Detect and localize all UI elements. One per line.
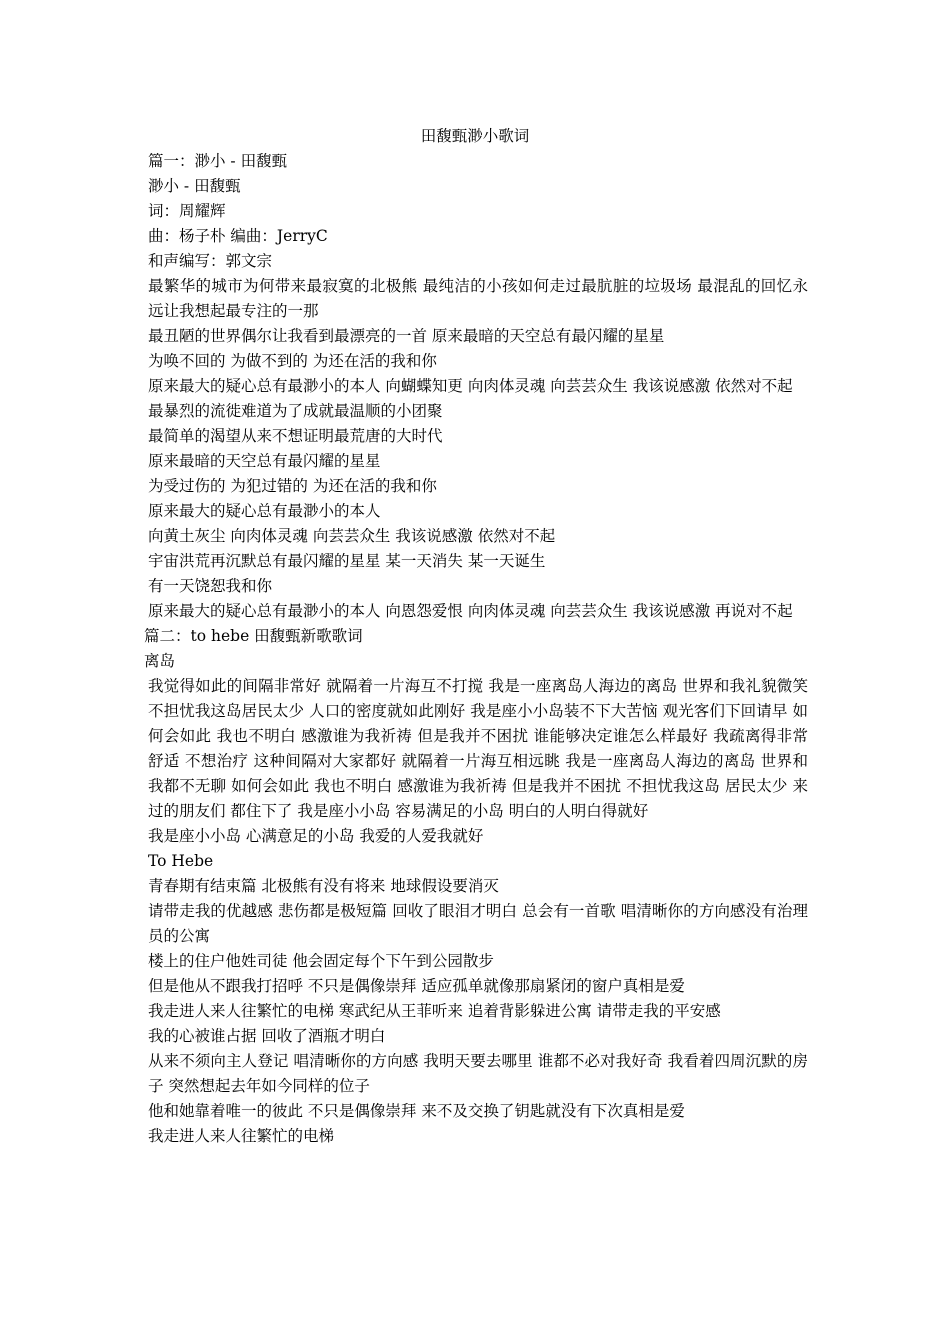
document-title: 田馥甄渺小歌词 — [420, 127, 530, 145]
lyric-line: 我的心被谁占据 回收了酒瓶才明白 — [148, 1027, 386, 1045]
lyric-line: 我走进人来人往繁忙的电梯 寒武纪从王菲听来 追着背影躲进公寓 请带走我的平安感 — [148, 1002, 721, 1020]
lyric-line: 原来最暗的天空总有最闪耀的星星 — [148, 452, 381, 470]
lyric-line: 最繁华的城市为何带来最寂寞的北极熊 最纯洁的小孩如何走过最肮脏的垃圾场 最混乱的回忆永远让我想起最专注的一那 — [148, 277, 808, 320]
lyric-paragraph: 我觉得如此的间隔非常好 就隔着一片海互不打搅 我是一座离岛人海边的离岛 世界和我礼貌微笑 不担忧我这岛居民太少 人口的密度就如此刚好 我是座小小岛装不下大苦恼 观光客们下回请早 如何会如此 我也不明白 感激谁为我祈祷 但是我并不困扰 谁能够决定谁怎么样最好 我疏离得非常舒适 不想治疗 这种间隔对大家都好 就隔着一片海互相远眺 我是一座离岛人海边的离岛 世界和我都不无聊 如何会如此 我也不明白 感激谁为我祈祷 但是我并不困扰 不担忧我这岛 居民太少 来过的朋友们 都住下了 我是座小小岛 容易满足的小岛 明白的人明白得就好 — [148, 677, 808, 820]
lyric-line: 请带走我的优越感 悲伤都是极短篇 回收了眼泪才明白 总会有一首歌 唱清晰你的方向感没有治理员的公寓 — [148, 902, 808, 945]
lyric-line: 有一天饶恕我和你 — [148, 577, 273, 595]
section-heading: 篇二：to hebe 田馥甄新歌歌词 — [144, 627, 363, 645]
lyric-line: 最暴烈的流徙难道为了成就最温顺的小团聚 — [148, 402, 443, 420]
lyric-line: 原来最大的疑心总有最渺小的本人 向恩怨爱恨 向肉体灵魂 向芸芸众生 我该说感激 再说对不起 — [148, 602, 793, 620]
lyric-line: 但是他从不跟我打招呼 不只是偶像崇拜 适应孤单就像那扇紧闭的窗户真相是爱 — [148, 977, 685, 995]
lyric-line: 我走进人来人往繁忙的电梯 — [148, 1127, 335, 1145]
lyric-line: 最简单的渴望从来不想证明最荒唐的大时代 — [148, 427, 443, 445]
document-body — [144, 149, 808, 1149]
lyric-line: 我是座小小岛 心满意足的小岛 我爱的人爱我就好 — [148, 827, 484, 845]
section-heading: 篇一：渺小 - 田馥甄 — [148, 152, 288, 170]
lyric-line: 楼上的住户他姓司徒 他会固定每个下午到公园散步 — [148, 952, 494, 970]
lyricist-line: 词：周耀辉 — [148, 202, 226, 220]
lyric-line: 原来最大的疑心总有最渺小的本人 — [148, 502, 381, 520]
lyric-line: 为唤不回的 为做不到的 为还在活的我和你 — [148, 352, 437, 370]
lyric-line: 从来不须向主人登记 唱清晰你的方向感 我明天要去哪里 谁都不必对我好奇 我看着四周沉默的房子 突然想起去年如今同样的位子 — [148, 1052, 808, 1095]
lyric-line: 为受过伤的 为犯过错的 为还在活的我和你 — [148, 477, 437, 495]
lyric-line: 向黄土灰尘 向肉体灵魂 向芸芸众生 我该说感激 依然对不起 — [148, 527, 556, 545]
composer-line: 曲：杨子朴 编曲：JerryC — [148, 227, 328, 245]
song-title-line: To Hebe — [148, 852, 214, 870]
lyric-line: 青春期有结束篇 北极熊有没有将来 地球假设要消灭 — [148, 877, 499, 895]
lyric-line: 原来最大的疑心总有最渺小的本人 向蝴蝶知更 向肉体灵魂 向芸芸众生 我该说感激 依然对不起 — [148, 377, 793, 395]
harmony-line: 和声编写：郭文宗 — [148, 252, 273, 270]
lyric-line: 最丑陋的世界偶尔让我看到最漂亮的一首 原来最暗的天空总有最闪耀的星星 — [148, 327, 665, 345]
lyric-line: 他和她靠着唯一的彼此 不只是偶像崇拜 来不及交换了钥匙就没有下次真相是爱 — [148, 1102, 685, 1120]
song-title-line: 离岛 — [144, 652, 176, 670]
lyric-line: 宇宙洪荒再沉默总有最闪耀的星星 某一天消失 某一天诞生 — [148, 552, 546, 570]
song-title-line: 渺小 - 田馥甄 — [148, 177, 241, 195]
